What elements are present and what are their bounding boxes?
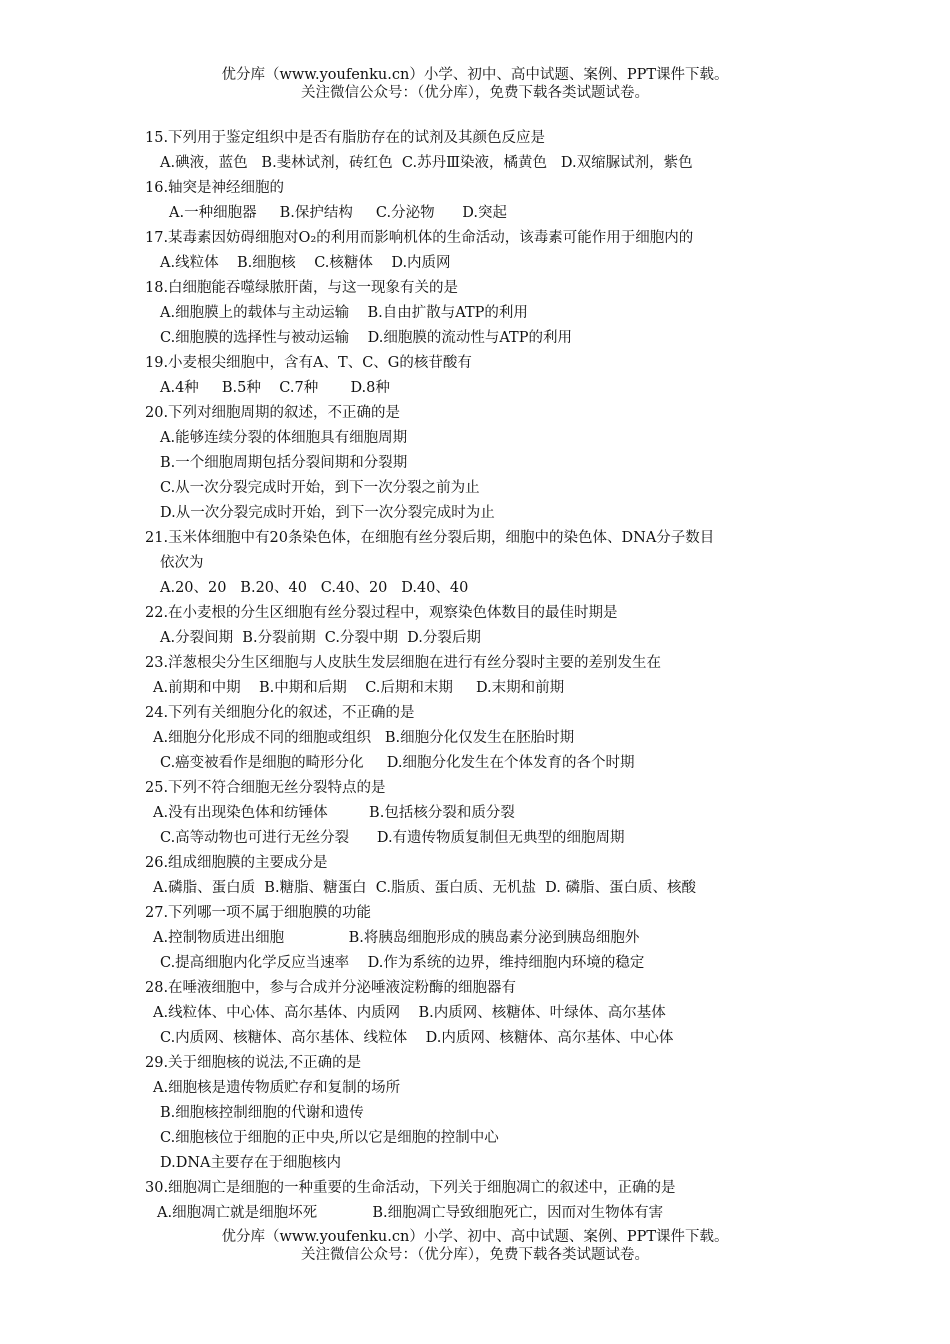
question-option-line: B.细胞核控制细胞的代谢和遗传 [160, 1105, 364, 1121]
question-stem: 19.小麦根尖细胞中，含有A、T、C、G的核苷酸有 [145, 355, 472, 371]
question-option-line: C.细胞核位于细胞的正中央,所以它是细胞的控制中心 [160, 1130, 499, 1146]
question-option-line: C.癌变被看作是细胞的畸形分化 D.细胞分化发生在个体发育的各个时期 [160, 755, 635, 771]
question-option-line: C.提高细胞内化学反应当速率 D.作为系统的边界，维持细胞内环境的稳定 [160, 955, 645, 971]
question-stem: 30.细胞凋亡是细胞的一种重要的生命活动，下列关于细胞凋亡的叙述中，正确的是 [145, 1180, 676, 1196]
question-option-line: A.前期和中期 B.中期和后期 C.后期和末期 D.末期和前期 [153, 680, 565, 696]
question-option-line: A.分裂间期 B.分裂前期 C.分裂中期 D.分裂后期 [160, 630, 481, 646]
question-option-line: C.高等动物也可进行无丝分裂 D.有遗传物质复制但无典型的细胞周期 [160, 830, 625, 846]
question-stem: 26.组成细胞膜的主要成分是 [145, 855, 328, 871]
question-option-line: B.一个细胞周期包括分裂间期和分裂期 [160, 455, 408, 471]
question-option-line: A.磷脂、蛋白质 B.糖脂、糖蛋白 C.脂质、蛋白质、无机盐 D. 磷脂、蛋白质、核酸 [153, 880, 697, 896]
question-stem: 15.下列用于鉴定组织中是否有脂肪存在的试剂及其颜色反应是 [145, 130, 546, 146]
question-option-line: 依次为 [160, 555, 204, 571]
question-stem: 22.在小麦根的分生区细胞有丝分裂过程中，观察染色体数目的最佳时期是 [145, 605, 618, 621]
question-stem: 25.下列不符合细胞无丝分裂特点的是 [145, 780, 386, 796]
question-stem: 27.下列哪一项不属于细胞膜的功能 [145, 905, 372, 921]
footer-line-2: 关注微信公众号：（优分库），免费下载各类试题试卷。 [301, 1247, 649, 1263]
question-option-line: D.从一次分裂完成时开始，到下一次分裂完成时为止 [160, 505, 495, 521]
page-footer [0, 1228, 950, 1264]
question-option-line: C.从一次分裂完成时开始，到下一次分裂之前为止 [160, 480, 480, 496]
question-option-line: A.线粒体 B.细胞核 C.核糖体 D.内质网 [160, 255, 451, 271]
question-stem: 20.下列对细胞周期的叙述，不正确的是 [145, 405, 401, 421]
question-option-line: A.20、20 B.20、40 C.40、20 D.40、40 [160, 580, 469, 596]
question-list [145, 126, 825, 1226]
question-option-line: A.能够连续分裂的体细胞具有细胞周期 [160, 430, 408, 446]
question-stem: 29.关于细胞核的说法,不正确的是 [145, 1055, 362, 1071]
question-option-line: A.4种 B.5种 C.7种 D.8种 [160, 380, 390, 396]
question-stem: 24.下列有关细胞分化的叙述，不正确的是 [145, 705, 415, 721]
question-stem: 17.某毒素因妨碍细胞对O₂的利用而影响机体的生命活动，该毒素可能作用于细胞内的 [145, 230, 694, 246]
question-option-line: A.细胞膜上的载体与主动运输 B.自由扩散与ATP的利用 [160, 305, 528, 321]
question-option-line: C.内质网、核糖体、高尔基体、线粒体 D.内质网、核糖体、高尔基体、中心体 [160, 1030, 674, 1046]
page-header [0, 66, 950, 102]
question-stem: 16.轴突是神经细胞的 [145, 180, 285, 196]
header-line-1: 优分库（www.youfenku.cn）小学、初中、高中试题、案例、PPT课件下载。 [221, 67, 729, 83]
question-stem: 23.洋葱根尖分生区细胞与人皮肤生发层细胞在进行有丝分裂时主要的差别发生在 [145, 655, 662, 671]
question-option-line: C.细胞膜的选择性与被动运输 D.细胞膜的流动性与ATP的利用 [160, 330, 572, 346]
question-option-line: D.DNA主要存在于细胞核内 [160, 1155, 342, 1171]
question-option-line: A.一种细胞器 B.保护结构 C.分泌物 D.突起 [169, 205, 507, 221]
question-option-line: A.没有出现染色体和纺锤体 B.包括核分裂和质分裂 [153, 805, 515, 821]
question-option-line: A.碘液，蓝色 B.斐林试剂，砖红色 C.苏丹Ⅲ染液，橘黄色 D.双缩脲试剂，紫色 [160, 155, 693, 171]
question-option-line: A.细胞核是遗传物质贮存和复制的场所 [153, 1080, 401, 1096]
question-option-line: A.控制物质进出细胞 B.将胰岛细胞形成的胰岛素分泌到胰岛细胞外 [153, 930, 640, 946]
question-stem: 18.白细胞能吞噬绿脓肝菌，与这一现象有关的是 [145, 280, 459, 296]
question-option-line: A.细胞凋亡就是细胞坏死 B.细胞凋亡导致细胞死亡，因而对生物体有害 [157, 1205, 664, 1221]
footer-line-1: 优分库（www.youfenku.cn）小学、初中、高中试题、案例、PPT课件下载。 [221, 1229, 729, 1245]
question-stem: 28.在唾液细胞中，参与合成并分泌唾液淀粉酶的细胞器有 [145, 980, 517, 996]
question-option-line: A.线粒体、中心体、高尔基体、内质网 B.内质网、核糖体、叶绿体、高尔基体 [153, 1005, 666, 1021]
question-stem: 21.玉米体细胞中有20条染色体，在细胞有丝分裂后期，细胞中的染色体、DNA分子数目 [145, 530, 715, 546]
header-line-2: 关注微信公众号：（优分库），免费下载各类试题试卷。 [301, 85, 649, 101]
question-option-line: A.细胞分化形成不同的细胞或组织 B.细胞分化仅发生在胚胎时期 [153, 730, 575, 746]
